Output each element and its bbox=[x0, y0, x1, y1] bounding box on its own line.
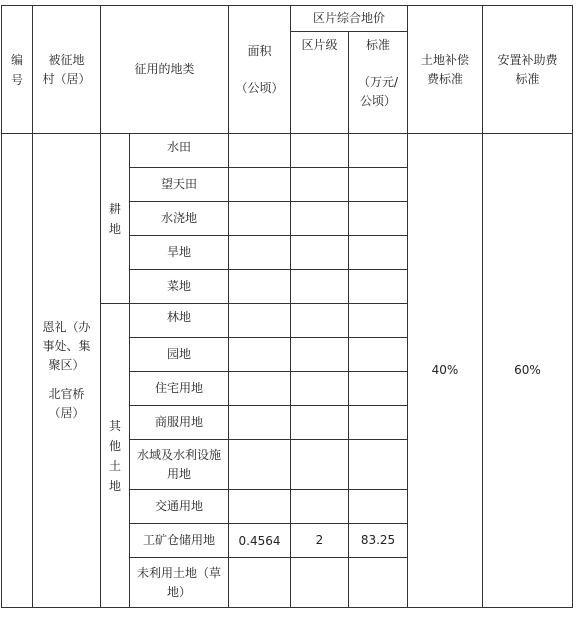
industrial-area: 0.4564 bbox=[229, 524, 291, 558]
row-number-cell bbox=[2, 134, 33, 608]
land-type-water: 水域及水利设施用地 bbox=[130, 440, 229, 490]
industrial-zone-level: 2 bbox=[291, 524, 349, 558]
header-village: 被征地 村（居） bbox=[33, 6, 101, 134]
land-type-dry: 旱地 bbox=[130, 236, 229, 270]
land-compensation-table bbox=[1, 5, 573, 608]
land-type-vegetable: 菜地 bbox=[130, 270, 229, 304]
group-other-land: 其 他 土 地 bbox=[101, 304, 130, 608]
header-land-type: 征用的地类 bbox=[101, 6, 229, 134]
land-type-residential: 住宅用地 bbox=[130, 372, 229, 406]
land-type-unused: 未利用土地（草地） bbox=[130, 558, 229, 608]
header-land-compensation: 土地补偿 费标准 bbox=[408, 6, 483, 134]
land-type-irrigated: 水浇地 bbox=[130, 202, 229, 236]
land-compensation-rate: 40% bbox=[408, 134, 483, 608]
resettlement-rate: 60% bbox=[483, 134, 573, 608]
header-zone-price: 区片综合地价 bbox=[291, 6, 408, 32]
land-type-transport: 交通用地 bbox=[130, 490, 229, 524]
group-farmland: 耕 地 bbox=[101, 134, 130, 304]
header-standard: 标准 （万元/ 公顷） bbox=[349, 32, 408, 134]
land-type-rainfed-paddy: 望天田 bbox=[130, 168, 229, 202]
header-area: 面积 （公顷） bbox=[229, 6, 291, 134]
land-type-industrial: 工矿仓储用地 bbox=[130, 524, 229, 558]
land-type-garden: 园地 bbox=[130, 338, 229, 372]
header-number: 编 号 bbox=[2, 6, 33, 134]
land-type-forest: 林地 bbox=[130, 304, 229, 338]
land-type-paddy: 水田 bbox=[130, 134, 229, 168]
header-zone-level: 区片级 bbox=[291, 32, 349, 134]
header-resettlement: 安置补助费 标准 bbox=[483, 6, 573, 134]
village-cell: 恩礼（办 事处、集 聚区） 北官桥 （居） bbox=[33, 134, 101, 608]
industrial-price: 83.25 bbox=[349, 524, 408, 558]
land-type-commercial: 商服用地 bbox=[130, 406, 229, 440]
